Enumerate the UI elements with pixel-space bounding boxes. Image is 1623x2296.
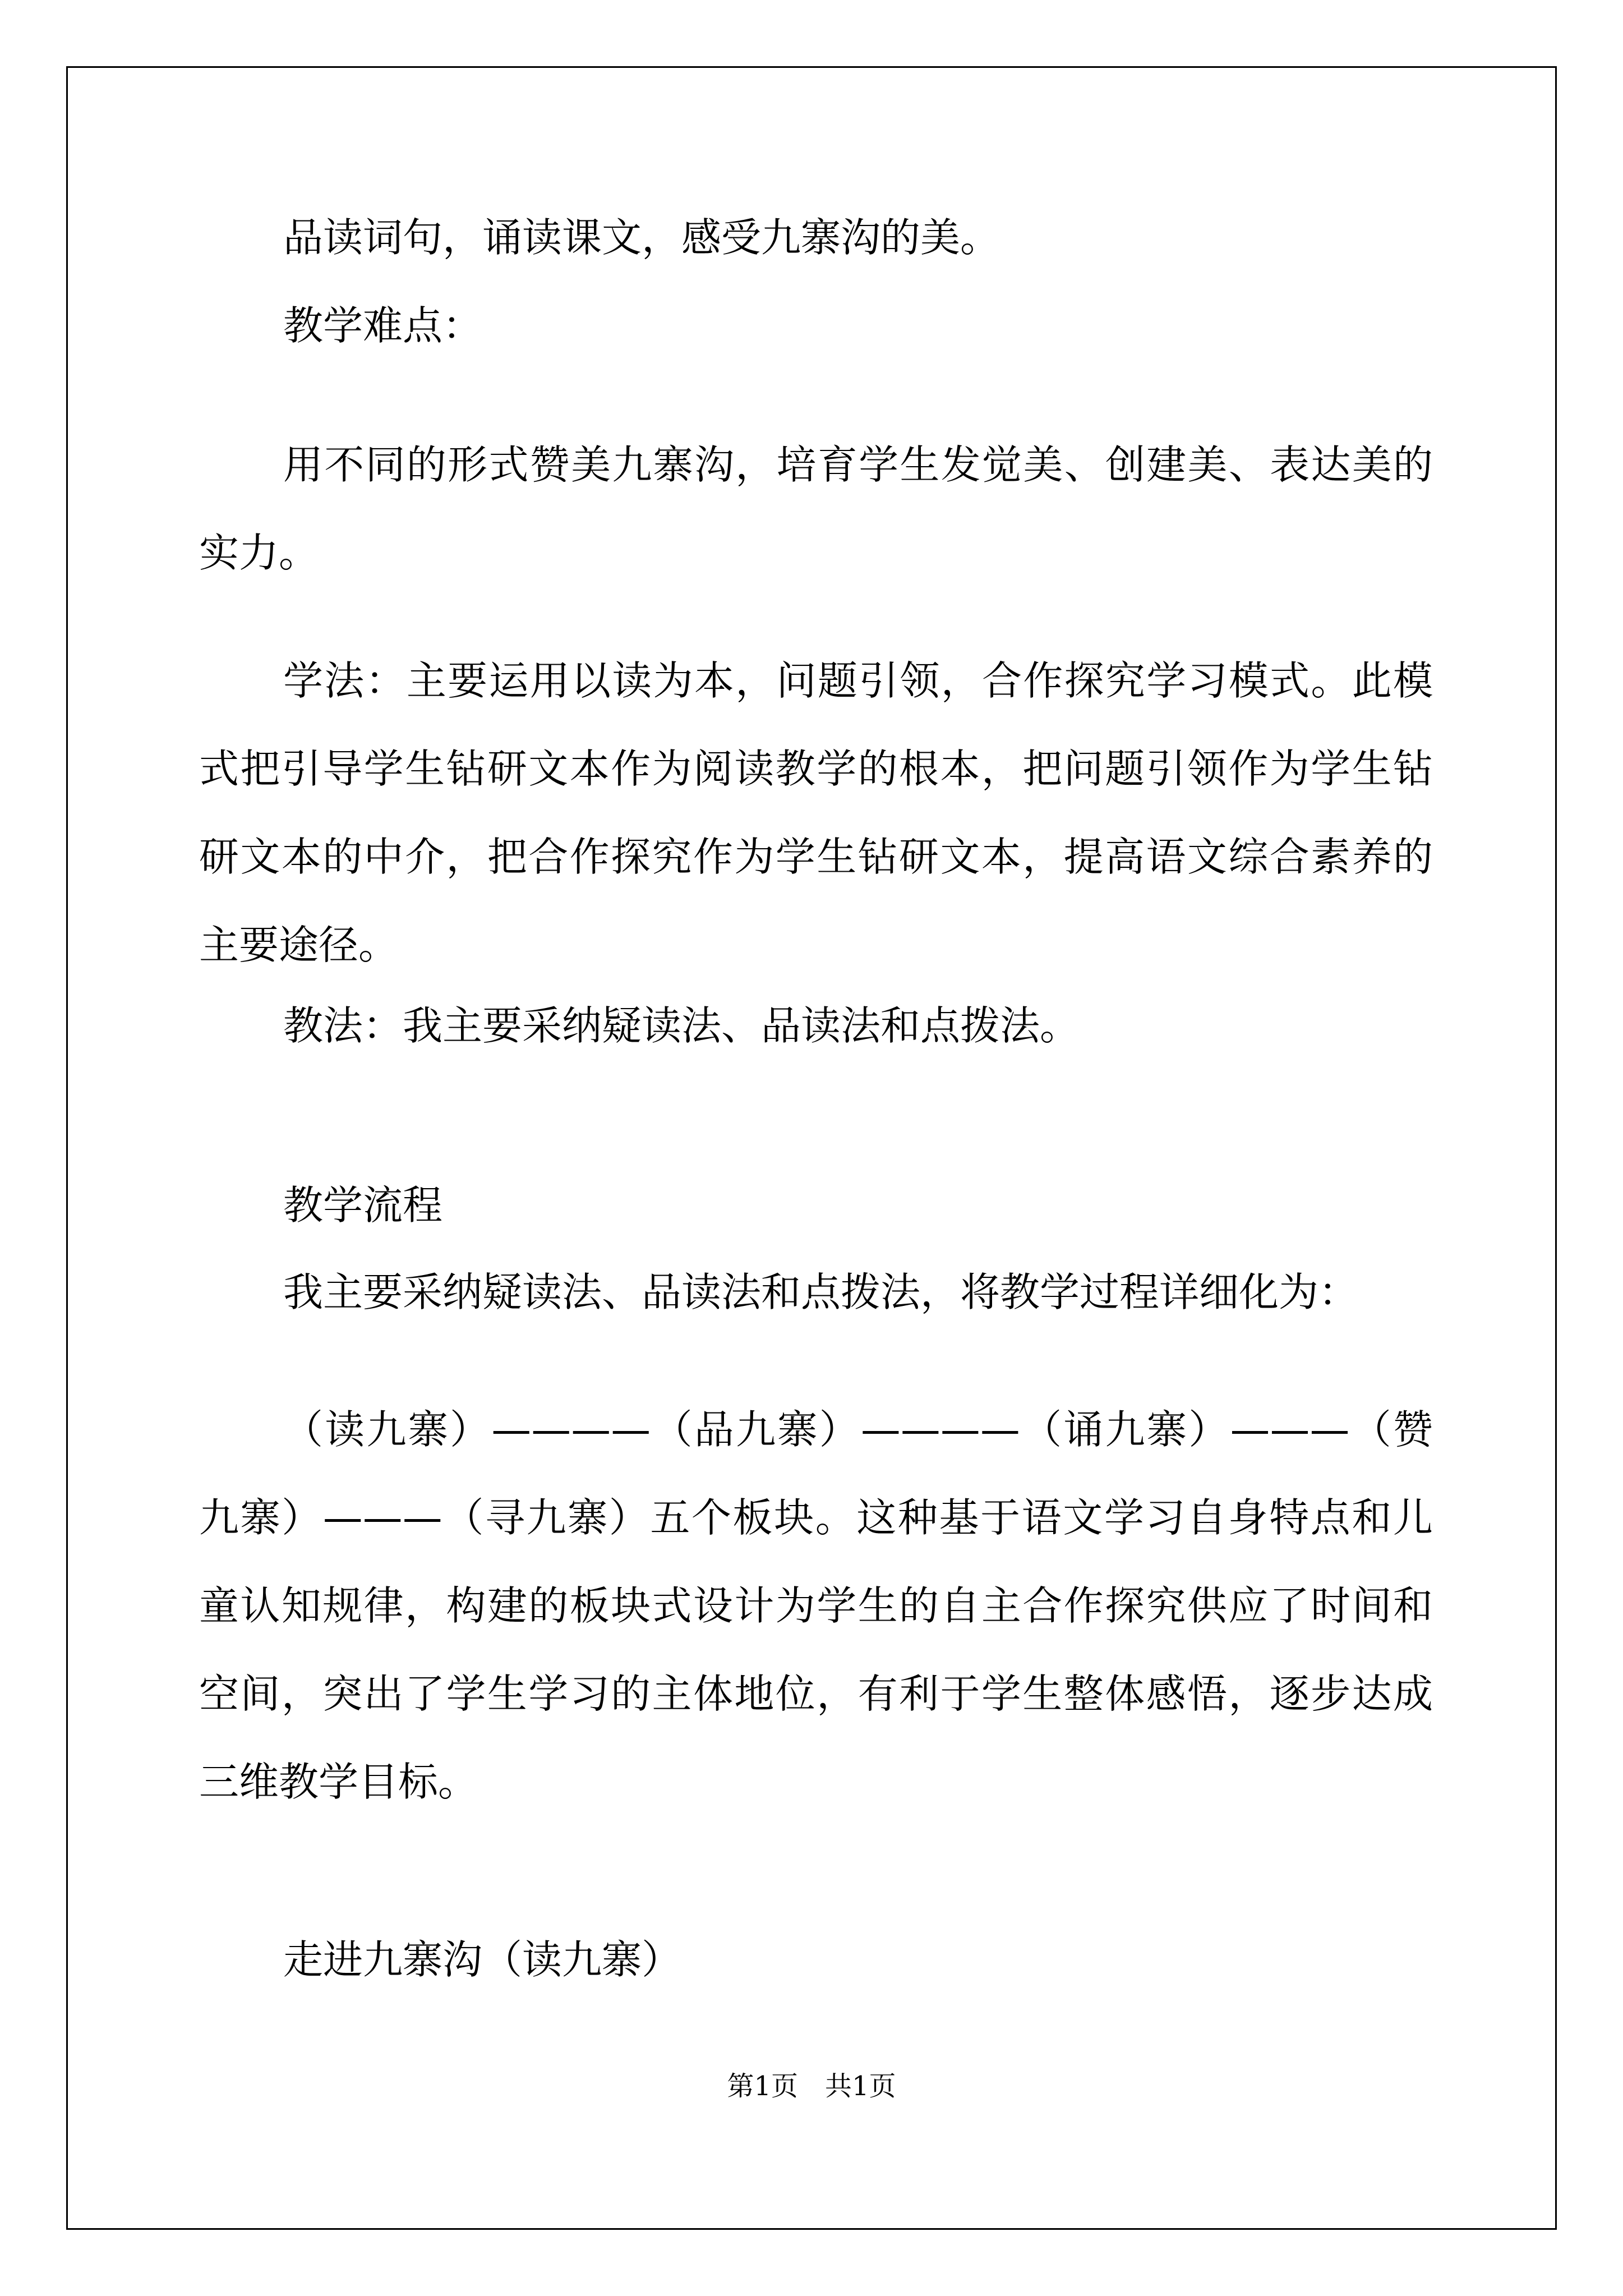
heading-teaching-process: 教学流程 <box>283 1182 443 1228</box>
paragraph-study-method: 学法：主要运用以读为本，问题引领，合作探究学习模式。此模式把引导学生钻研文本作为阅读教学的根本，把问题引领作为学生钻研文本的中介，把合作探究作为学生钻研文本，提高语文综合素养的主要途径。 <box>199 657 1433 968</box>
paragraph-process-intro: 我主要采纳疑读法、品读法和点拨法，将教学过程详细化为： <box>283 1269 1359 1315</box>
heading-teaching-difficulty: 教学难点： <box>283 302 483 349</box>
paragraph-teaching-method: 教法：我主要采纳疑读法、品读法和点拨法。 <box>283 1002 1080 1049</box>
heading-enter-jiuzhaigou: 走进九寨沟（读九寨） <box>283 1936 682 1983</box>
page-footer <box>0 2064 1623 2103</box>
paragraph-key-point: 品读词句，诵读课文，感受九寨沟的美。 <box>283 214 1000 261</box>
page-number: 第1页 <box>727 2070 798 2102</box>
page-total: 共1页 <box>825 2070 896 2102</box>
paragraph-five-sections: （读九寨）————（品九寨）————（诵九寨）———（赞九寨）———（寻九寨）五个板块。这种基于语文学习自身特点和儿童认知规律，构建的板块式设计为学生的自主合作探究供应了时间和空间，突出了学生学习的主体地位，有利于学生整体感悟，逐步达成三维教学目标。 <box>199 1406 1433 1805</box>
paragraph-difficulty: 用不同的形式赞美九寨沟，培育学生发觉美、创建美、表达美的实力。 <box>199 441 1433 576</box>
page-border <box>66 66 1557 2230</box>
